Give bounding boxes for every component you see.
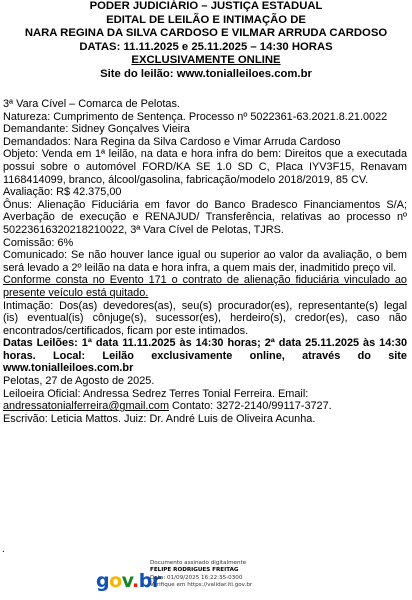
conforme-note: Conforme consta no Evento 171 o contrato de alienação fiduciária vinculado ao presente veículo está quitado. (3, 274, 407, 299)
signer-name: FELIPE RODRIGUES FREITAG (150, 567, 239, 574)
datas-leiloes: Datas Leilões: 1ª data 11.11.2025 às 14:30 horas; 2ª data 25.11.2025 às 14:30 horas. Local: Leilão exclusivamente online, através do site www.tonialleiloes.com.br (3, 337, 407, 375)
header-online: EXCLUSIVAMENTE ONLINE (131, 54, 281, 67)
comissao: Comissão: 6% (3, 236, 74, 249)
demandante: Demandante: Sidney Gonçalves Vieira (3, 123, 190, 136)
header-parties: NARA REGINA DA SILVA CARDOSO E VILMAR ARRUDA CARDOSO (24, 27, 388, 40)
contato: Contato: 3272-2140/99117-3727. (169, 400, 332, 413)
avaliacao: Avaliação: R$ 42.375,00 (3, 186, 122, 199)
objeto: Objeto: Venda em 1ª leilão, na data e hora infra do bem: Direitos que a executada possui sobre o automóvel FORD/KA SE 1.0 SD C, Placa IYV3F15, Renavam 1168414099, branco, álcool/gasolina, fabricação/modelo 2018/2019, 85 CV. (3, 148, 407, 186)
vara: 3ª Vara Cível – Comarca de Pelotas. (3, 98, 180, 110)
edital-header (0, 0, 412, 82)
header-court: PODER JUDICIÁRIO – JUSTIÇA ESTADUAL (89, 0, 323, 12)
signature-caption: Documento assinado digitalmente (150, 560, 247, 566)
email-link[interactable]: andressatonialferreira@gmail.com (3, 400, 170, 413)
signature-verify: Verifique em https://validar.iti.gov.br (150, 582, 253, 589)
escrivao: Escrivão: Leticia Mattos. Juiz: Dr. André Luis de Oliveira Acunha. (3, 412, 316, 425)
comunicado: Comunicado: Se não houver lance igual ou superior ao valor da avaliação, o bem será levado a 2º leilão na data e hora infra, a quem mais der, inadmitido preço vil. (3, 249, 407, 274)
header-title: EDITAL DE LEILÃO E INTIMAÇÃO DE (106, 13, 306, 26)
edital-body (3, 98, 407, 425)
contact-line (3, 400, 407, 413)
natureza: Natureza: Cumprimento de Sentença. Processo nº 5022361-63.2021.8.21.0022 (3, 110, 388, 123)
digital-signature (150, 560, 252, 590)
header-dates: DATAS: 11.11.2025 e 25.11.2025 – 14:30 HORAS (79, 40, 333, 53)
leiloeira: Leiloeira Oficial: Andressa Sedrez Terres Tonial Ferreira. Email: (3, 387, 309, 400)
demandados: Demandados: Nara Regina da Silva Cardoso e Vimar Arruda Cardoso (3, 135, 341, 148)
govbr-logo: gov.br (96, 570, 161, 592)
signature-date: Data: 01/09/2025 16:22:35-0300 (150, 574, 243, 581)
intimacao: Intimação: Dos(as) devedores(as), seu(s) procurador(es), representante(s) legal (is) eventual(is) cônjuge(s), sucessor(es), herdeiro(s), credor(es), caso não encontrados/certificados, ficam por este intimados. (3, 299, 407, 337)
local-data: Pelotas, 27 de Agosto de 2025. (3, 375, 155, 388)
dot-mark: . (2, 544, 5, 555)
header-site: Site do leilão: www.tonialleiloes.com.br (100, 67, 312, 80)
onus: Ônus: Alienação Fiduciária em favor do Banco Bradesco Financiamentos S/A; Averbação de execução e RENAJUD/ Transferência, relativas ao processo nº 50223616320218210022, 3ª Vara Cível de Pelotas, TJRS. (3, 198, 407, 236)
